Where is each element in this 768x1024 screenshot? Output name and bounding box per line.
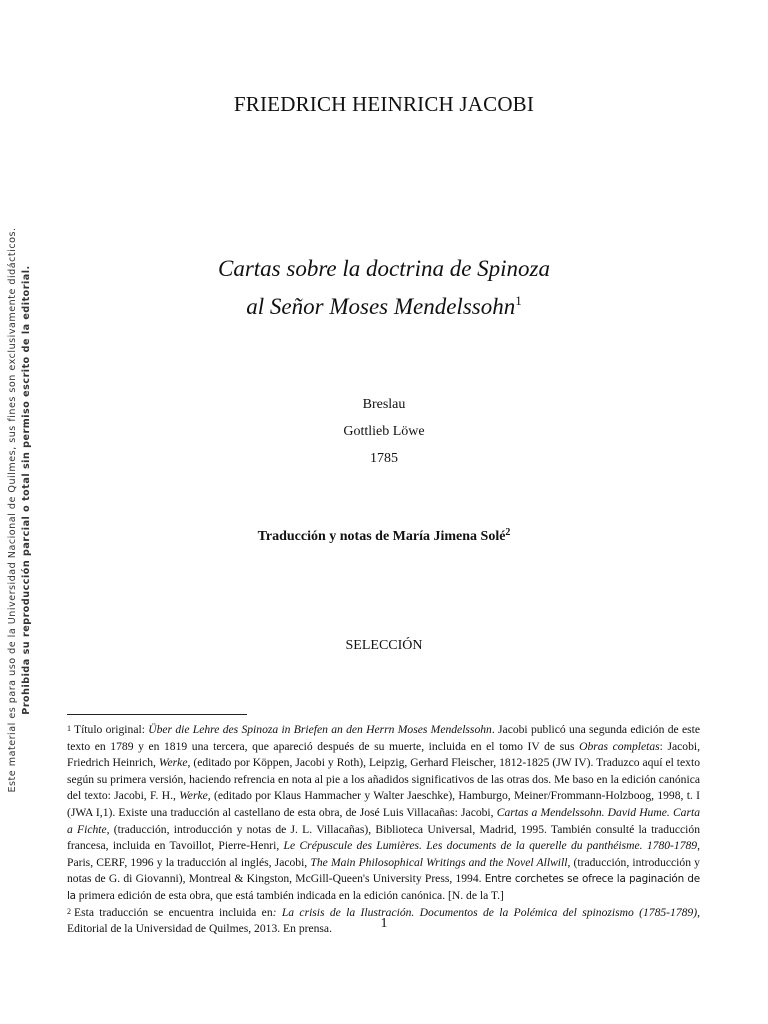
footnote-1-text-g: , Paris, CERF, 1996 y la traducción al inglés, Jacobi, (67, 839, 700, 869)
footnote-separator (67, 714, 247, 715)
work-title-line-2-text: al Señor Moses Mendelssohn (246, 294, 516, 319)
publication-year: 1785 (370, 451, 398, 466)
footnote-1-italic-crepuscule: Le Crépuscule des Lumières. Les documents de la querelle du panthéisme. 1780-1789 (283, 839, 698, 853)
footnote-ref-1[interactable]: 1 (515, 293, 522, 308)
translation-credit (0, 529, 768, 545)
work-title-line-1: Cartas sobre la doctrina de Spinoza (217, 256, 551, 281)
side-notice-line-1: Este material es para uso de la Universidad Nacional de Quilmes, sus fines son exclusivamente didácticos. (7, 227, 18, 793)
footnote-1-text-d: , (editado por Köppen, Jacobi y Roth), Leipzig, Gerhard Fleischer, 1812-1825 (JW IV). Traduzco aquí el texto según su primera versión, haciendo refrencia en nota al pie a los añadidos significativos de las otras dos. Me baso en la edición canónica del texto: Jacobi, F. H., (67, 756, 700, 803)
footnote-1-mark: 1 (67, 724, 71, 733)
footnote-1-text-e: (editado por Klaus Hammacher y Walter Jaeschke), Hamburgo, Meiner/Frommann-Holzboog, 1998, t. I (JWA I,1). Existe una traducción al castellano de esta obra, de José Luis Villacañas: Jacobi, (67, 789, 701, 819)
footnote-1-text-a: Título original: (74, 723, 149, 736)
footnote-1-pagination-note: Entre corchetes se ofrece la paginación de la (67, 873, 700, 902)
footnote-1-italic-obras: Obras completas (579, 739, 660, 753)
footnotes-section (67, 722, 700, 938)
side-notice-line-2: Prohibida su reproducción parcial o total sin permiso escrito de la editorial. (21, 265, 32, 715)
footnote-2-text-b: , Editorial de la Universidad de Quilmes, 2013. En prensa. (67, 905, 700, 936)
footnote-1-italic-main-writings: The Main Philosophical Writings and the Novel Allwill (310, 855, 568, 869)
footnote-1-original-title: Über die Lehre des Spinoza in Briefen an den Herrn Moses Mendelssohn (148, 723, 492, 736)
page-number: 1 (380, 916, 388, 931)
translation-credit-text: Traducción y notas de María Jimena Solé (257, 529, 506, 544)
publication-city: Breslau (362, 397, 406, 412)
work-title-line-2 (0, 294, 768, 320)
footnote-1-italic-werke: Werke (158, 756, 188, 770)
footnote-1-text-b: . Jacobi publicó una segunda edición de este texto en 1789 y en 1819 una tercera, que apareció después de su muerte, incluida en el tomo IV de sus (67, 723, 701, 753)
footnote-1-text-f: , (traducción, introducción y notas de J. L. Villacañas), Biblioteca Universal, Madrid, 1995. También consulté la traducción francesa, incluida en Tavoillot, Pierre-Henri, (67, 822, 700, 853)
author-name: FRIEDRICH HEINRICH JACOBI (233, 92, 535, 116)
footnote-2-text-a: Esta traducción se encuentra incluida en (74, 905, 273, 919)
footnote-1-text-h: , (traducción, introducción y notas de G. di Giovanni), Montreal & Kingston, McGill-Queen's University Press, 1994. (67, 855, 700, 886)
footnote-ref-2[interactable]: 2 (505, 527, 511, 538)
footnote-1 (67, 722, 700, 905)
footnote-2-mark: 2 (67, 906, 71, 916)
footnote-1-text-c: : Jacobi, Friedrich Heinrich, (67, 739, 700, 770)
publication-publisher: Gottlieb Löwe (343, 424, 425, 439)
copyright-side-notice (6, 190, 34, 830)
selection-label: SELECCIÓN (345, 638, 423, 653)
footnote-1-text-i: primera edición de esta obra, que está también indicada en la edición canónica. [N. de la T.] (75, 888, 504, 902)
footnote-1-italic-cartas: Cartas a Mendelssohn. David Hume. Carta a Fichte (67, 805, 701, 836)
footnote-2-italic-title: : La crisis de la Ilustración. Documentos de la Polémica del spinozismo (1785-1789) (272, 905, 698, 919)
footnote-1-italic-werke-2: Werke, (179, 789, 211, 803)
